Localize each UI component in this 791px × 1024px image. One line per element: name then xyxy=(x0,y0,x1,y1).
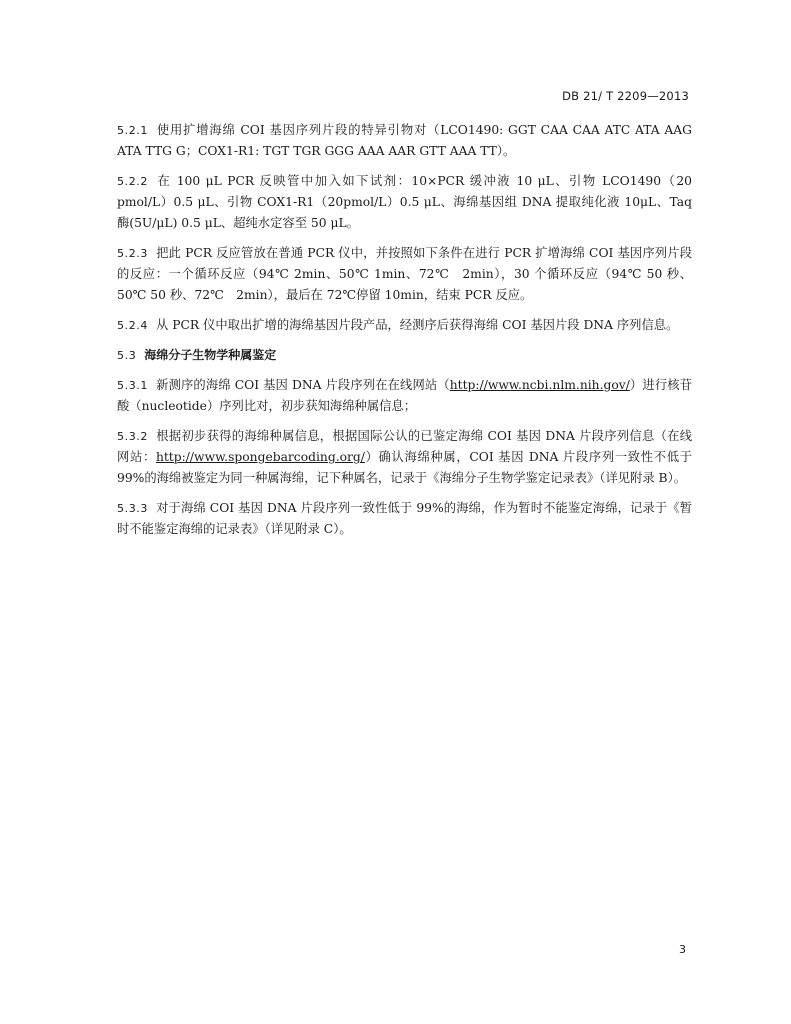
clause-5-2-4 xyxy=(117,315,692,336)
spongebarcoding-link[interactable]: http://www.spongebarcoding.org/ xyxy=(155,450,365,464)
section-title: 海绵分子生物学种属鉴定 xyxy=(144,348,277,362)
clause-text-after-link: ）确认海绵种属，COI 基因 DNA 片段序列一致性不低于 99%的海绵被鉴定为同一种属海绵，记下种属名，记录于《海绵分子生物学鉴定记录表》（详见附录 B）。 xyxy=(117,450,692,485)
clause-5-2-2 xyxy=(117,171,692,234)
clause-text: 从 PCR 仪中取出扩增的海绵基因片段产品，经测序后获得海绵 COI 基因片段 DNA 序列信息。 xyxy=(156,318,679,332)
clause-number: 5.3.2 xyxy=(117,430,148,443)
page-number: 3 xyxy=(679,943,686,956)
document-body xyxy=(117,120,692,549)
clause-number: 5.3.1 xyxy=(117,379,148,392)
clause-text-before-link: 根据初步获得的海绵种属信息，根据国际公认的已鉴定海绵 COI 基因 DNA 片段序列信息（在线网站： xyxy=(117,429,692,464)
section-heading-5-3 xyxy=(117,345,692,366)
ncbi-link[interactable]: http://www.ncbi.nlm.nih.gov/ xyxy=(449,378,630,392)
clause-text-before-link: 新测序的海绵 COI 基因 DNA 片段序列在在线网站（ xyxy=(156,378,450,392)
clause-text: 对于海绵 COI 基因 DNA 片段序列一致性低于 99%的海绵，作为暂时不能鉴定海绵，记录于《暂时不能鉴定海绵的记录表》（详见附录 C）。 xyxy=(117,501,692,536)
clause-number: 5.3.3 xyxy=(117,502,148,515)
clause-number: 5.2.1 xyxy=(117,124,148,137)
section-number: 5.3 xyxy=(117,349,137,362)
clause-5-3-1 xyxy=(117,375,692,417)
clause-number: 5.2.4 xyxy=(117,319,148,332)
document-code: DB 21/ T 2209—2013 xyxy=(562,89,689,103)
clause-5-2-3 xyxy=(117,243,692,306)
clause-number: 5.2.2 xyxy=(117,175,148,188)
clause-text: 把此 PCR 反应管放在普通 PCR 仪中，并按照如下条件在进行 PCR 扩增海绵 COI 基因序列片段的反应：一个循环反应（94℃ 2min、50℃ 1min、72℃ 2min），30 个循环反应（94℃ 50 秒、50℃ 50 秒、72℃ 2min），最后在 72℃停留 10min，结束 PCR 反应。 xyxy=(117,246,692,302)
clause-number: 5.2.3 xyxy=(117,247,148,260)
clause-5-3-2 xyxy=(117,426,692,489)
clause-5-3-3 xyxy=(117,498,692,540)
clause-5-2-1 xyxy=(117,120,692,162)
clause-text: 在 100 μL PCR 反映管中加入如下试剂：10×PCR 缓冲液 10 μL、引物 LCO1490（20 pmol/L）0.5 μL、引物 COX1-R1（20pmol/L）0.5 μL、海绵基因组 DNA 提取纯化液 10μL、Taq 酶(5U/μL) 0.5 μL、超纯水定容至 50 μL。 xyxy=(117,174,692,230)
clause-text: 使用扩增海绵 COI 基因序列片段的特异引物对（LCO1490: GGT CAA CAA ATC ATA AAG ATA TTG G；COX1-R1: TGT TGR GGG AAA AAR GTT AAA TT）。 xyxy=(117,123,692,158)
clause-text-after-link: ）进行核苷酸（nucleotide）序列比对，初步获知海绵种属信息； xyxy=(117,378,692,413)
